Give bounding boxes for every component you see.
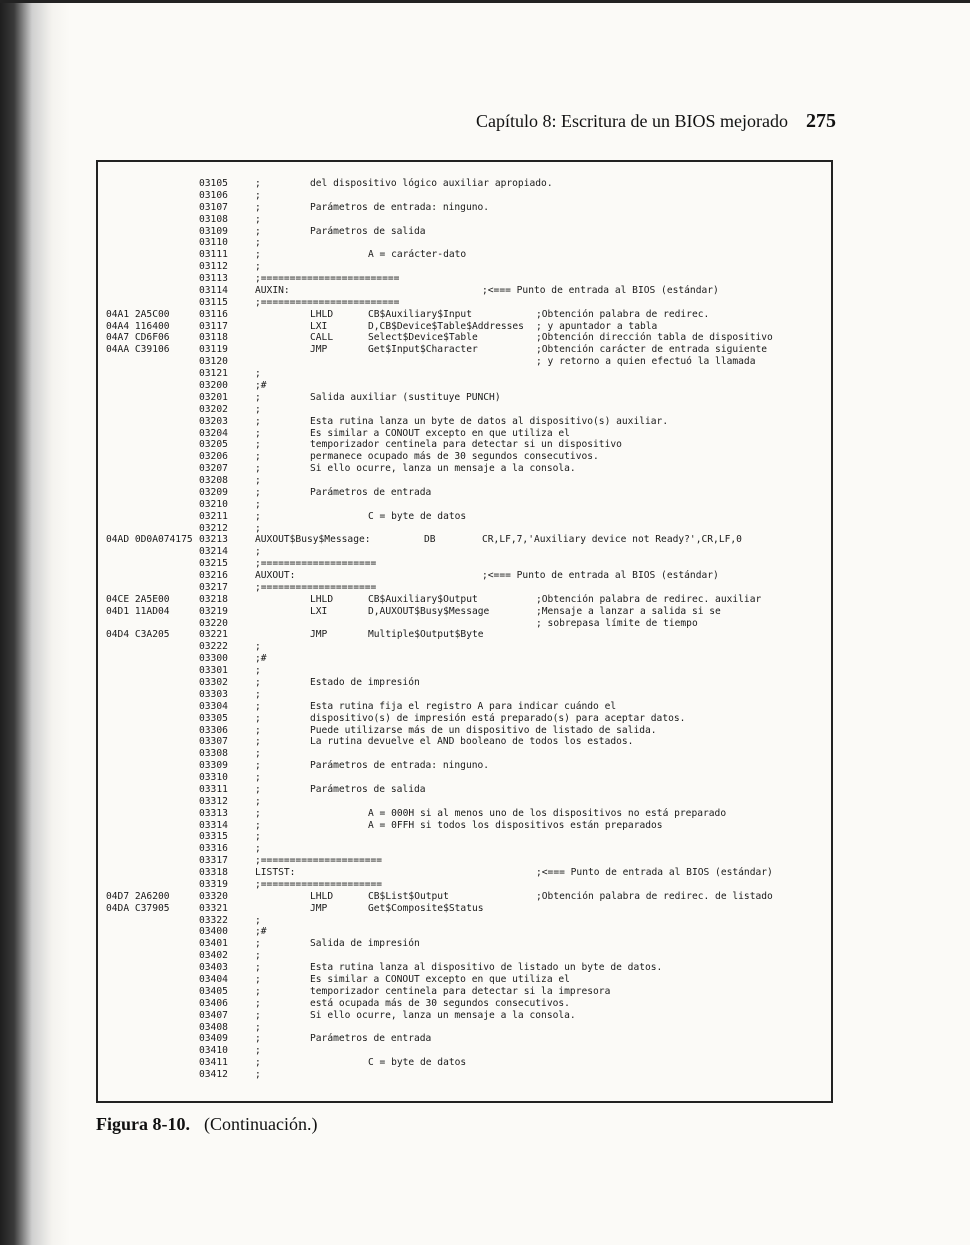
listing-line bbox=[0, 404, 970, 416]
listing-label: ; bbox=[255, 795, 261, 807]
listing-label: ; bbox=[255, 415, 261, 427]
listing-label: AUXOUT: bbox=[255, 570, 296, 581]
listing-line-number: 03315 bbox=[199, 831, 228, 843]
listing-line-number: 03218 bbox=[199, 593, 228, 605]
listing-line-number: 03301 bbox=[199, 665, 228, 677]
listing-line bbox=[0, 546, 970, 558]
listing-line bbox=[0, 356, 970, 368]
listing-line bbox=[0, 748, 970, 760]
listing-line-number: 03320 bbox=[199, 890, 228, 902]
listing-line-number: 03217 bbox=[199, 581, 228, 593]
listing-field-b: Es similar a CONOUT excepto en que utiliza el bbox=[310, 974, 570, 985]
listing-label: ; bbox=[255, 1057, 261, 1069]
listing-line-number: 03313 bbox=[199, 807, 228, 819]
listing-line-number: 03411 bbox=[199, 1057, 228, 1069]
listing-field-b: temporizador centinela para detectar si la impresora bbox=[310, 985, 611, 997]
listing-line bbox=[0, 463, 970, 475]
listing-label: ; bbox=[255, 510, 261, 522]
listing-field-b: Es similar a CONOUT excepto en que utiliza el bbox=[310, 427, 570, 439]
listing-line-number: 03202 bbox=[199, 403, 228, 415]
listing-field-b: Salida de impresión bbox=[310, 938, 420, 950]
listing-line bbox=[0, 653, 970, 665]
listing-label: ; bbox=[255, 772, 261, 783]
listing-label: ; bbox=[255, 1033, 261, 1045]
listing-field-c: Select$Device$Table bbox=[368, 332, 478, 344]
listing-line-number: 03116 bbox=[199, 308, 228, 320]
listing-field-b: temporizador centinela para detectar si un dispositivo bbox=[310, 439, 622, 451]
listing-line bbox=[0, 1033, 970, 1045]
listing-line-number: 03312 bbox=[199, 795, 228, 807]
listing-field-b: JMP bbox=[310, 629, 328, 641]
listing-line-number: 03319 bbox=[199, 878, 228, 890]
listing-label: ;# bbox=[255, 926, 267, 938]
listing-label: ; bbox=[255, 451, 261, 463]
listing-line bbox=[0, 261, 970, 273]
listing-line bbox=[0, 760, 970, 772]
listing-line-number: 03412 bbox=[199, 1069, 228, 1080]
listing-line bbox=[0, 523, 970, 535]
listing-line bbox=[0, 950, 970, 962]
listing-label: ; bbox=[255, 1009, 261, 1021]
listing-line bbox=[0, 725, 970, 737]
listing-label: AUXOUT$Busy$Message: bbox=[255, 534, 371, 546]
listing-field-b: JMP bbox=[310, 344, 328, 356]
listing-line bbox=[0, 891, 970, 903]
listing-line-number: 03403 bbox=[199, 962, 228, 974]
listing-label: ;===================== bbox=[255, 855, 383, 867]
listing-line bbox=[0, 1045, 970, 1057]
listing-line-number: 03119 bbox=[199, 344, 228, 356]
listing-line bbox=[0, 1057, 970, 1069]
listing-line-number: 03221 bbox=[199, 629, 228, 641]
listing-line bbox=[0, 1010, 970, 1022]
listing-address: 04A7 CD6F06 bbox=[106, 332, 170, 344]
listing-label: ; bbox=[255, 748, 261, 760]
listing-field-b: Parámetros de entrada bbox=[310, 1033, 432, 1045]
listing-line bbox=[0, 439, 970, 451]
listing-line-number: 03308 bbox=[199, 748, 228, 760]
listing-line-number: 03215 bbox=[199, 558, 228, 570]
listing-field-c: D,CB$Device$Table$Addresses bbox=[368, 320, 524, 332]
listing-label: AUXIN: bbox=[255, 284, 290, 296]
listing-field-b: Parámetros de salida bbox=[310, 783, 426, 795]
listing-line-number: 03400 bbox=[199, 926, 228, 938]
listing-address: 04D7 2A6200 bbox=[106, 890, 170, 902]
listing-field-c: CB$Auxiliary$Output bbox=[368, 593, 478, 605]
listing-line-number: 03314 bbox=[199, 819, 228, 831]
listing-comment: ; y retorno a quien efectuó la llamada bbox=[536, 356, 756, 368]
listing-field-b: LXI bbox=[310, 320, 328, 332]
listing-line bbox=[0, 368, 970, 380]
listing-label: ; bbox=[255, 546, 261, 558]
listing-label: ; bbox=[255, 914, 261, 926]
listing-line-number: 03110 bbox=[199, 237, 228, 249]
listing-line bbox=[0, 249, 970, 261]
listing-label: ; bbox=[255, 522, 261, 534]
listing-label: ; bbox=[255, 736, 261, 748]
listing-comment: ;Obtención dirección tabla de dispositivo bbox=[536, 332, 773, 344]
listing-line bbox=[0, 606, 970, 618]
listing-field-b: La rutina devuelve el AND booleano de todos los estados. bbox=[310, 736, 634, 748]
listing-line bbox=[0, 392, 970, 404]
listing-line bbox=[0, 487, 970, 499]
listing-label: ; bbox=[255, 475, 261, 486]
listing-line bbox=[0, 713, 970, 725]
listing-field-b: Parámetros de salida bbox=[310, 225, 426, 237]
listing-label: ;==================== bbox=[255, 558, 377, 570]
listing-label: ;===================== bbox=[255, 878, 383, 890]
listing-line-number: 03306 bbox=[199, 724, 228, 736]
listing-field-c: C = byte de datos bbox=[368, 1057, 467, 1069]
listing-line bbox=[0, 321, 970, 333]
listing-line-number: 03322 bbox=[199, 914, 228, 926]
listing-line bbox=[0, 879, 970, 891]
listing-line bbox=[0, 915, 970, 927]
listing-label: ; bbox=[255, 843, 261, 855]
listing-field-b: Salida auxiliar (sustituye PUNCH) bbox=[310, 391, 501, 403]
listing-line-number: 03409 bbox=[199, 1033, 228, 1045]
listing-field-e: CR,LF,7,'Auxiliary device not Ready?',CR,LF,0 bbox=[482, 534, 742, 546]
listing-line bbox=[0, 582, 970, 594]
listing-line bbox=[0, 190, 970, 202]
listing-line bbox=[0, 285, 970, 297]
listing-line-number: 03120 bbox=[199, 356, 228, 368]
listing-label: ; bbox=[255, 201, 261, 213]
listing-address: 04A1 2A5C00 bbox=[106, 308, 170, 320]
listing-address: 04AA C39106 bbox=[106, 344, 170, 356]
listing-line bbox=[0, 926, 970, 938]
listing-label: ;==================== bbox=[255, 581, 377, 593]
listing-line bbox=[0, 309, 970, 321]
listing-line bbox=[0, 297, 970, 309]
listing-line-number: 03105 bbox=[199, 178, 228, 189]
listing-line bbox=[0, 1022, 970, 1034]
listing-line-number: 03205 bbox=[199, 439, 228, 451]
listing-label: ; bbox=[255, 427, 261, 439]
listing-field-b: LHLD bbox=[310, 593, 334, 605]
listing-address: 04D4 C3A205 bbox=[106, 629, 170, 641]
listing-label: ; bbox=[255, 486, 261, 498]
listing-address: 04DA C37905 bbox=[106, 902, 170, 914]
listing-line-number: 03211 bbox=[199, 510, 228, 522]
listing-field-d: DB bbox=[424, 534, 436, 546]
listing-line bbox=[0, 202, 970, 214]
listing-address: 04AD 0D0A074175 bbox=[106, 534, 193, 546]
listing-line-number: 03114 bbox=[199, 284, 228, 296]
listing-line bbox=[0, 332, 970, 344]
listing-label: ; bbox=[255, 1021, 261, 1033]
listing-field-b: está ocupada más de 30 segundos consecutivos. bbox=[310, 997, 570, 1009]
listing-field-b: LXI bbox=[310, 605, 328, 617]
listing-comment: ;Obtención palabra de redirec. bbox=[536, 308, 710, 320]
listing-label: ; bbox=[255, 985, 261, 997]
listing-line-number: 03410 bbox=[199, 1045, 228, 1057]
listing-line bbox=[0, 451, 970, 463]
listing-comment: ; y apuntador a tabla bbox=[536, 320, 658, 332]
listing-line bbox=[0, 903, 970, 915]
listing-label: ; bbox=[255, 403, 261, 415]
listing-label: ; bbox=[255, 962, 261, 974]
listing-line bbox=[0, 344, 970, 356]
listing-label: ; bbox=[255, 807, 261, 819]
listing-field-b: LHLD bbox=[310, 890, 334, 902]
listing-label: ; bbox=[255, 213, 261, 225]
listing-field-b: Parámetros de entrada: ninguno. bbox=[310, 201, 490, 213]
listing-line-number: 03113 bbox=[199, 273, 228, 284]
listing-label: ; bbox=[255, 688, 261, 700]
listing-label: ; bbox=[255, 368, 261, 380]
listing-field-b: permanece ocupado más de 30 segundos consecutivos. bbox=[310, 451, 599, 463]
listing-label: ; bbox=[255, 1045, 261, 1057]
listing-line-number: 03207 bbox=[199, 463, 228, 475]
listing-field-c: A = 0FFH si todos los dispositivos están preparados bbox=[368, 819, 663, 831]
listing-line bbox=[0, 558, 970, 570]
listing-line bbox=[0, 416, 970, 428]
listing-line bbox=[0, 237, 970, 249]
listing-label: ; bbox=[255, 178, 261, 189]
listing-line bbox=[0, 499, 970, 511]
listing-line bbox=[0, 998, 970, 1010]
listing-line bbox=[0, 796, 970, 808]
listing-line bbox=[0, 736, 970, 748]
listing-field-e: ;<=== Punto de entrada al BIOS (estándar) bbox=[482, 284, 719, 296]
listing-line-number: 03213 bbox=[199, 534, 228, 546]
listing-comment: ;Obtención carácter de entrada siguiente bbox=[536, 344, 768, 356]
listing-field-b: Puede utilizarse más de un dispositivo de listado de salida. bbox=[310, 724, 657, 736]
listing-line bbox=[0, 820, 970, 832]
listing-field-b: Esta rutina lanza al dispositivo de listado un byte de datos. bbox=[310, 962, 663, 974]
listing-line bbox=[0, 962, 970, 974]
listing-line-number: 03407 bbox=[199, 1009, 228, 1021]
listing-line-number: 03321 bbox=[199, 902, 228, 914]
listing-line-number: 03318 bbox=[199, 867, 228, 878]
listing-label: ; bbox=[255, 665, 261, 677]
listing-line bbox=[0, 772, 970, 784]
listing-label: ; bbox=[255, 391, 261, 403]
listing-field-c: Get$Input$Character bbox=[368, 344, 478, 356]
listing-line bbox=[0, 938, 970, 950]
listing-comment: ;<=== Punto de entrada al BIOS (estándar) bbox=[536, 867, 773, 878]
listing-field-b: Si ello ocurre, lanza un mensaje a la consola. bbox=[310, 1009, 576, 1021]
listing-label: ;======================== bbox=[255, 296, 400, 308]
listing-line bbox=[0, 226, 970, 238]
listing-field-b: Parámetros de entrada bbox=[310, 486, 432, 498]
listing-line-number: 03214 bbox=[199, 546, 228, 558]
listing-line-number: 03310 bbox=[199, 772, 228, 783]
listing-line-number: 03117 bbox=[199, 320, 228, 332]
listing-line-number: 03302 bbox=[199, 677, 228, 688]
listing-line-number: 03106 bbox=[199, 189, 228, 201]
listing-field-b: Estado de impresión bbox=[310, 677, 420, 688]
listing-line bbox=[0, 831, 970, 843]
listing-field-b: Esta rutina lanza un byte de datos al dispositivo(s) auxiliar. bbox=[310, 415, 669, 427]
listing-field-b: dispositivo(s) de impresión está preparado(s) para aceptar datos. bbox=[310, 712, 686, 724]
listing-line-number: 03118 bbox=[199, 332, 228, 344]
listing-line bbox=[0, 511, 970, 523]
listing-label: ; bbox=[255, 760, 261, 772]
listing-line-number: 03404 bbox=[199, 974, 228, 985]
listing-label: ; bbox=[255, 498, 261, 510]
listing-line-number: 03212 bbox=[199, 522, 228, 534]
listing-line-number: 03210 bbox=[199, 498, 228, 510]
listing-label: ; bbox=[255, 938, 261, 950]
listing-address: 04D1 11AD04 bbox=[106, 605, 170, 617]
listing-label: ; bbox=[255, 1069, 261, 1080]
listing-line-number: 03219 bbox=[199, 605, 228, 617]
listing-line bbox=[0, 689, 970, 701]
listing-line-number: 03115 bbox=[199, 296, 228, 308]
listing-line bbox=[0, 618, 970, 630]
listing-label: ; bbox=[255, 225, 261, 237]
listing-field-c: CB$List$Output bbox=[368, 890, 449, 902]
listing-label: ; bbox=[255, 950, 261, 962]
listing-field-b: CALL bbox=[310, 332, 334, 344]
listing-line-number: 03204 bbox=[199, 427, 228, 439]
listing-field-c: A = 000H si al menos uno de los dispositivos no está preparado bbox=[368, 807, 727, 819]
listing-label: ; bbox=[255, 831, 261, 843]
listing-comment: ;Obtención palabra de redirec. auxiliar bbox=[536, 593, 762, 605]
listing-label: ;======================== bbox=[255, 273, 400, 284]
listing-label: ; bbox=[255, 819, 261, 831]
listing-label: ; bbox=[255, 997, 261, 1009]
listing-line bbox=[0, 641, 970, 653]
listing-line bbox=[0, 808, 970, 820]
listing-line-number: 03304 bbox=[199, 700, 228, 712]
listing-field-b: LHLD bbox=[310, 308, 334, 320]
listing-label: ;# bbox=[255, 380, 267, 391]
listing-field-c: CB$Auxiliary$Input bbox=[368, 308, 472, 320]
listing-line bbox=[0, 867, 970, 879]
listing-line-number: 03206 bbox=[199, 451, 228, 463]
listing-label: ; bbox=[255, 712, 261, 724]
listing-comment: ;Obtención palabra de redirec. de listado bbox=[536, 890, 773, 902]
listing-label: ; bbox=[255, 677, 261, 688]
listing-label: LISTST: bbox=[255, 867, 296, 878]
listing-line-number: 03305 bbox=[199, 712, 228, 724]
listing-label: ; bbox=[255, 189, 261, 201]
listing-line bbox=[0, 677, 970, 689]
listing-line-number: 03300 bbox=[199, 653, 228, 665]
listing-field-b: Parámetros de entrada: ninguno. bbox=[310, 760, 490, 772]
listing-line bbox=[0, 855, 970, 867]
listing-line-number: 03316 bbox=[199, 843, 228, 855]
listing-field-c: Multiple$Output$Byte bbox=[368, 629, 484, 641]
listing-line bbox=[0, 178, 970, 190]
chapter-title: Capítulo 8: Escritura de un BIOS mejorado bbox=[476, 111, 788, 131]
listing-line-number: 03121 bbox=[199, 368, 228, 380]
listing-line bbox=[0, 843, 970, 855]
listing-label: ; bbox=[255, 700, 261, 712]
listing-field-c: D,AUXOUT$Busy$Message bbox=[368, 605, 490, 617]
listing-field-b: Esta rutina fija el registro A para indicar cuándo el bbox=[310, 700, 617, 712]
listing-line bbox=[0, 784, 970, 796]
listing-line-number: 03201 bbox=[199, 391, 228, 403]
listing-line bbox=[0, 974, 970, 986]
listing-label: ; bbox=[255, 974, 261, 985]
listing-label: ; bbox=[255, 439, 261, 451]
listing-field-e: ;<=== Punto de entrada al BIOS (estándar) bbox=[482, 570, 719, 581]
listing-field-b: del dispositivo lógico auxiliar apropiado. bbox=[310, 178, 553, 189]
listing-line-number: 03200 bbox=[199, 380, 228, 391]
listing-line bbox=[0, 629, 970, 641]
listing-line-number: 03406 bbox=[199, 997, 228, 1009]
listing-label: ; bbox=[255, 783, 261, 795]
listing-line-number: 03203 bbox=[199, 415, 228, 427]
listing-line-number: 03209 bbox=[199, 486, 228, 498]
listing-line bbox=[0, 570, 970, 582]
listing-line bbox=[0, 273, 970, 285]
listing-field-c: Get$Composite$Status bbox=[368, 902, 484, 914]
listing-comment: ;Mensaje a lanzar a salida si se bbox=[536, 605, 721, 617]
listing-label: ; bbox=[255, 641, 261, 653]
listing-line bbox=[0, 665, 970, 677]
listing-field-b: Si ello ocurre, lanza un mensaje a la consola. bbox=[310, 463, 576, 475]
listing-line bbox=[0, 701, 970, 713]
listing-line bbox=[0, 594, 970, 606]
listing-line bbox=[0, 986, 970, 998]
listing-line-number: 03405 bbox=[199, 985, 228, 997]
figure-caption-text: (Continuación.) bbox=[204, 1114, 318, 1134]
listing-line-number: 03303 bbox=[199, 688, 228, 700]
listing-line bbox=[0, 380, 970, 392]
listing-address: 04A4 116400 bbox=[106, 320, 170, 332]
listing-line-number: 03311 bbox=[199, 783, 228, 795]
listing-label: ; bbox=[255, 249, 261, 261]
listing-line-number: 03402 bbox=[199, 950, 228, 962]
listing-line bbox=[0, 534, 970, 546]
page-number: 275 bbox=[806, 110, 836, 132]
listing-line-number: 03309 bbox=[199, 760, 228, 772]
listing-line bbox=[0, 214, 970, 226]
listing-line-number: 03216 bbox=[199, 570, 228, 581]
listing-field-c: A = carácter-dato bbox=[368, 249, 467, 261]
listing-field-b: JMP bbox=[310, 902, 328, 914]
listing-line bbox=[0, 475, 970, 487]
listing-line-number: 03111 bbox=[199, 249, 228, 261]
listing-line-number: 03112 bbox=[199, 261, 228, 273]
listing-label: ; bbox=[255, 724, 261, 736]
listing-line-number: 03401 bbox=[199, 938, 228, 950]
listing-label: ; bbox=[255, 463, 261, 475]
listing-label: ;# bbox=[255, 653, 267, 665]
listing-field-c: C = byte de datos bbox=[368, 510, 467, 522]
listing-label: ; bbox=[255, 261, 261, 273]
listing-line-number: 03220 bbox=[199, 617, 228, 629]
listing-line-number: 03109 bbox=[199, 225, 228, 237]
listing-address: 04CE 2A5E00 bbox=[106, 593, 170, 605]
listing-line-number: 03108 bbox=[199, 213, 228, 225]
listing-line-number: 03408 bbox=[199, 1021, 228, 1033]
listing-line-number: 03317 bbox=[199, 855, 228, 867]
figure-label: Figura 8-10. bbox=[96, 1114, 190, 1134]
listing-line bbox=[0, 1069, 970, 1081]
listing-line-number: 03107 bbox=[199, 201, 228, 213]
listing-line-number: 03222 bbox=[199, 641, 228, 653]
figure-caption bbox=[96, 1114, 317, 1135]
listing-comment: ; sobrepasa límite de tiempo bbox=[536, 617, 698, 629]
listing-line-number: 03307 bbox=[199, 736, 228, 748]
listing-line bbox=[0, 428, 970, 440]
listing-line-number: 03208 bbox=[199, 475, 228, 486]
listing-label: ; bbox=[255, 237, 261, 249]
